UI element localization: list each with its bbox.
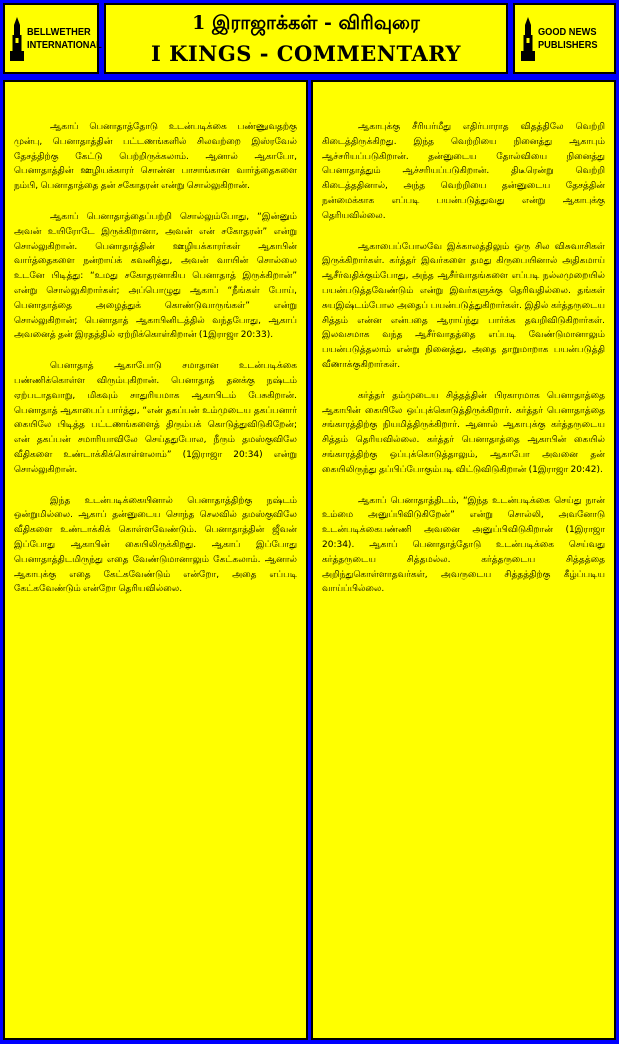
logo-right-line2: PUBLISHERS <box>538 39 598 51</box>
paragraph: பெனாதாத் ஆகாபோடு சமாதான உடன்படிக்கை பண்ணிக்கொள்ள விரும்புகிறான். பெனாதாத் தனக்கு நஷ்டம் ஏற்படாதவாறு, மிகவும் சாதுரியமாக ஆகாபிடம் பேசுகிறான். பெனாதாத் ஆகாபைப் பார்த்து, “என் தகப்பன் உம்முடைய தகப்பனார் கையிலே பிடித்த பட்டணங்களைத் திரும்பக் கொடுத்துவிடுகிறேன்; என் தகப்பன் சமாரியாவிலே செய்ததுபோல, நீரும் தமஸ்குவிலே வீதிகளை உண்டாக்கிக்கொள்ளலாம்” (1இராஜா 20:34) என்று சொல்லுகிறான். <box>14 361 297 475</box>
bell-tower-icon <box>521 17 535 61</box>
logo-right-line1: GOOD NEWS <box>538 26 597 38</box>
paragraph: ஆகாப் பெனாதாத்திடம், “இந்த உடன்படிக்கை செய்து நான் உம்மை அனுப்பிவிடுகிறேன்” என்று சொல்லி, அவனோடு உடன்படிக்கைபண்ணி அவனை அனுப்பிவிடுகிறான் (1இராஜா 20:34). ஆகாப் பெனாதாத்தோடு உடன்படிக்கை செய்வது கர்த்தருடைய சித்தமல்ல. கர்த்தருடைய சித்தத்தை அறிந்துகொள்ளாதவர்கள், அவருடைய சித்தத்திற்கு கீழ்ப்படிய வாய்ப்பில்லை. <box>322 495 605 595</box>
right-column <box>311 80 616 1040</box>
paragraph: ஆகாபைப்போலவே இக்காலத்திலும் ஒரு சில விசுவாசிகள் இருக்கிறார்கள். கர்த்தர் இவர்களை தமது கிருபையினால் அதிகமாய் ஆசீர்வதிக்கும்போது, அந்த ஆசீர்வாதங்களை எப்படி நல்லமுறையில் பயன்படுத்தவேண்டும் என்று இவர்களுக்கு தெரிவதில்லை. தங்கள் சுயஇஷ்டம்போல அதைப் பயன்படுத்துகிறார்கள். இதில் கர்த்தருடைய சித்தம் என்ன என்பதை ஆராய்ந்து பார்க்க தவறிவிடுகிறார்கள். இலவசமாக வந்த ஆசீர்வாதத்தை எப்படி வேண்டுமானாலும் பயன்படுத்தலாம் என்று நினைத்து, அதை தாறுமாறாக பயன்படுத்தி வீணாக்குகிறார்கள். <box>322 241 605 370</box>
logo-left-line1: BELLWETHER <box>27 26 91 38</box>
paragraph: கர்த்தர் தம்முடைய சித்தத்தின் பிரகாரமாக பெனாதாத்தை ஆகாபின் கையிலே ஒப்புக்கொடுத்திருக்கிறார். கர்த்தர் பெனாதாத்தை சங்காரத்திற்கு நியமித்திருக்கிறார். ஆனால் ஆகாபுக்கு கர்த்தருடைய சித்தம் தெரியவில்லை. கர்த்தர் பெனாதாத்தை ஆகாபின் கையில் சங்காரத்திற்கு ஒப்புக்கொடுத்தாலும், ஆகாபோ அவனை தன் கையிலிருந்து தப்பிப்போகும்படி விட்டுவிடுகிறான் (1இராஜா 20:42). <box>322 390 605 475</box>
bellwether-logo <box>3 3 102 74</box>
paragraph: ஆகாப் பெனாதாத்தோடு உடன்படிக்கை பண்ணுவதற்கு முன்பு, பெனாதாத்தின் பட்டணங்களில் சிலவற்றை இஸ்ரவேல் தேசத்திற்கு கேட்டு பெற்றிருக்கலாம். ஆனால் ஆகாபோ, பெனாதாத்தின் ஊழியக்காரர் சொன்ன பாசாங்கான வார்த்தைகளை நம்பி, பெனாதாத்தை தன் சகோதரன் என்று சொல்லுகிறான். <box>14 122 297 192</box>
page-title-english: I KINGS - COMMENTARY <box>150 41 462 66</box>
bell-tower-icon <box>10 17 24 61</box>
paragraph: ஆகாபுக்கு சீரியர்மீது எதிர்பாராத விதத்திலே வெற்றி கிடைத்திருக்கிறது. இந்த வெற்றியை நினைத்து ஆகாபும் ஆச்சரியப்படுகிறான். தன்னுடைய தோல்வியை நினைத்து பெனாதாத்தும் ஆச்சரியப்படுகிறான். திடீரென்று வெற்றி கிடைத்ததினால், அந்த வெற்றியை தன்னுடைய தேசத்தின் நன்மைக்காக எப்படி பயன்படுத்துவது என்று ஆகாபுக்கு தெரியவில்லை. <box>322 122 605 221</box>
page-title-tamil: 1 இராஜாக்கள் - விரிவுரை <box>192 12 420 34</box>
title-banner <box>104 3 508 74</box>
logo-left-line2: INTERNATIONAL <box>27 39 102 51</box>
paragraph: ஆகாப் பெனாதாத்தைப்பற்றி சொல்லும்போது, “இன்னும் அவன் உயிரோடே இருக்கிறானா, அவன் என் சகோதரன்” என்று சொல்லுகிறான். பெனாதாத்தின் ஊழியக்காரர்கள் ஆகாபின் வார்த்தைகளை நன்றாய்க் கவனித்து, அவன் வாயின் சொல்லை உடனே பிடித்து: “உமது சகோதரனாகிய பெனாதாத் இருக்கிறான்” என்று சொல்லுகிறார்கள்; அப்பொழுது ஆகாப் “நீங்கள் போய், பெனாதாத்தை அழைத்துக் கொண்டுவாருங்கள்” என்று சொல்லுகிறான்; பெனாதாத் ஆகாபினிடத்தில் வந்தபோது, ஆகாப் அவனைத் தன் இரதத்தில் ஏற்றிக்கொள்கிறான் (1இராஜா 20:33). <box>14 211 297 341</box>
paragraph: இந்த உடன்படிக்கையினால் பெனாதாத்திற்கு நஷ்டம் ஒன்றுமில்லை. ஆகாப் தன்னுடைய சொந்த செலவில் தமஸ்குவிலே வீதிகளை உண்டாக்கிக் கொள்ளவேண்டும். பெனாதாத்தின் ஜீவன் இப்போது ஆகாபின் கையிலிருக்கிறது. ஆகாப் இப்போது பெனாதாத்திடமிருந்து எதை வேண்டுமானாலும் கேட்கலாம். ஆனால் ஆகாபுக்கு எதை கேட்கவேண்டும் என்றோ, அதை எப்படி கேட்கவேண்டும் என்றோ தெரியவில்லை. <box>14 495 297 595</box>
left-column <box>3 80 308 1040</box>
good-news-logo <box>513 3 616 74</box>
